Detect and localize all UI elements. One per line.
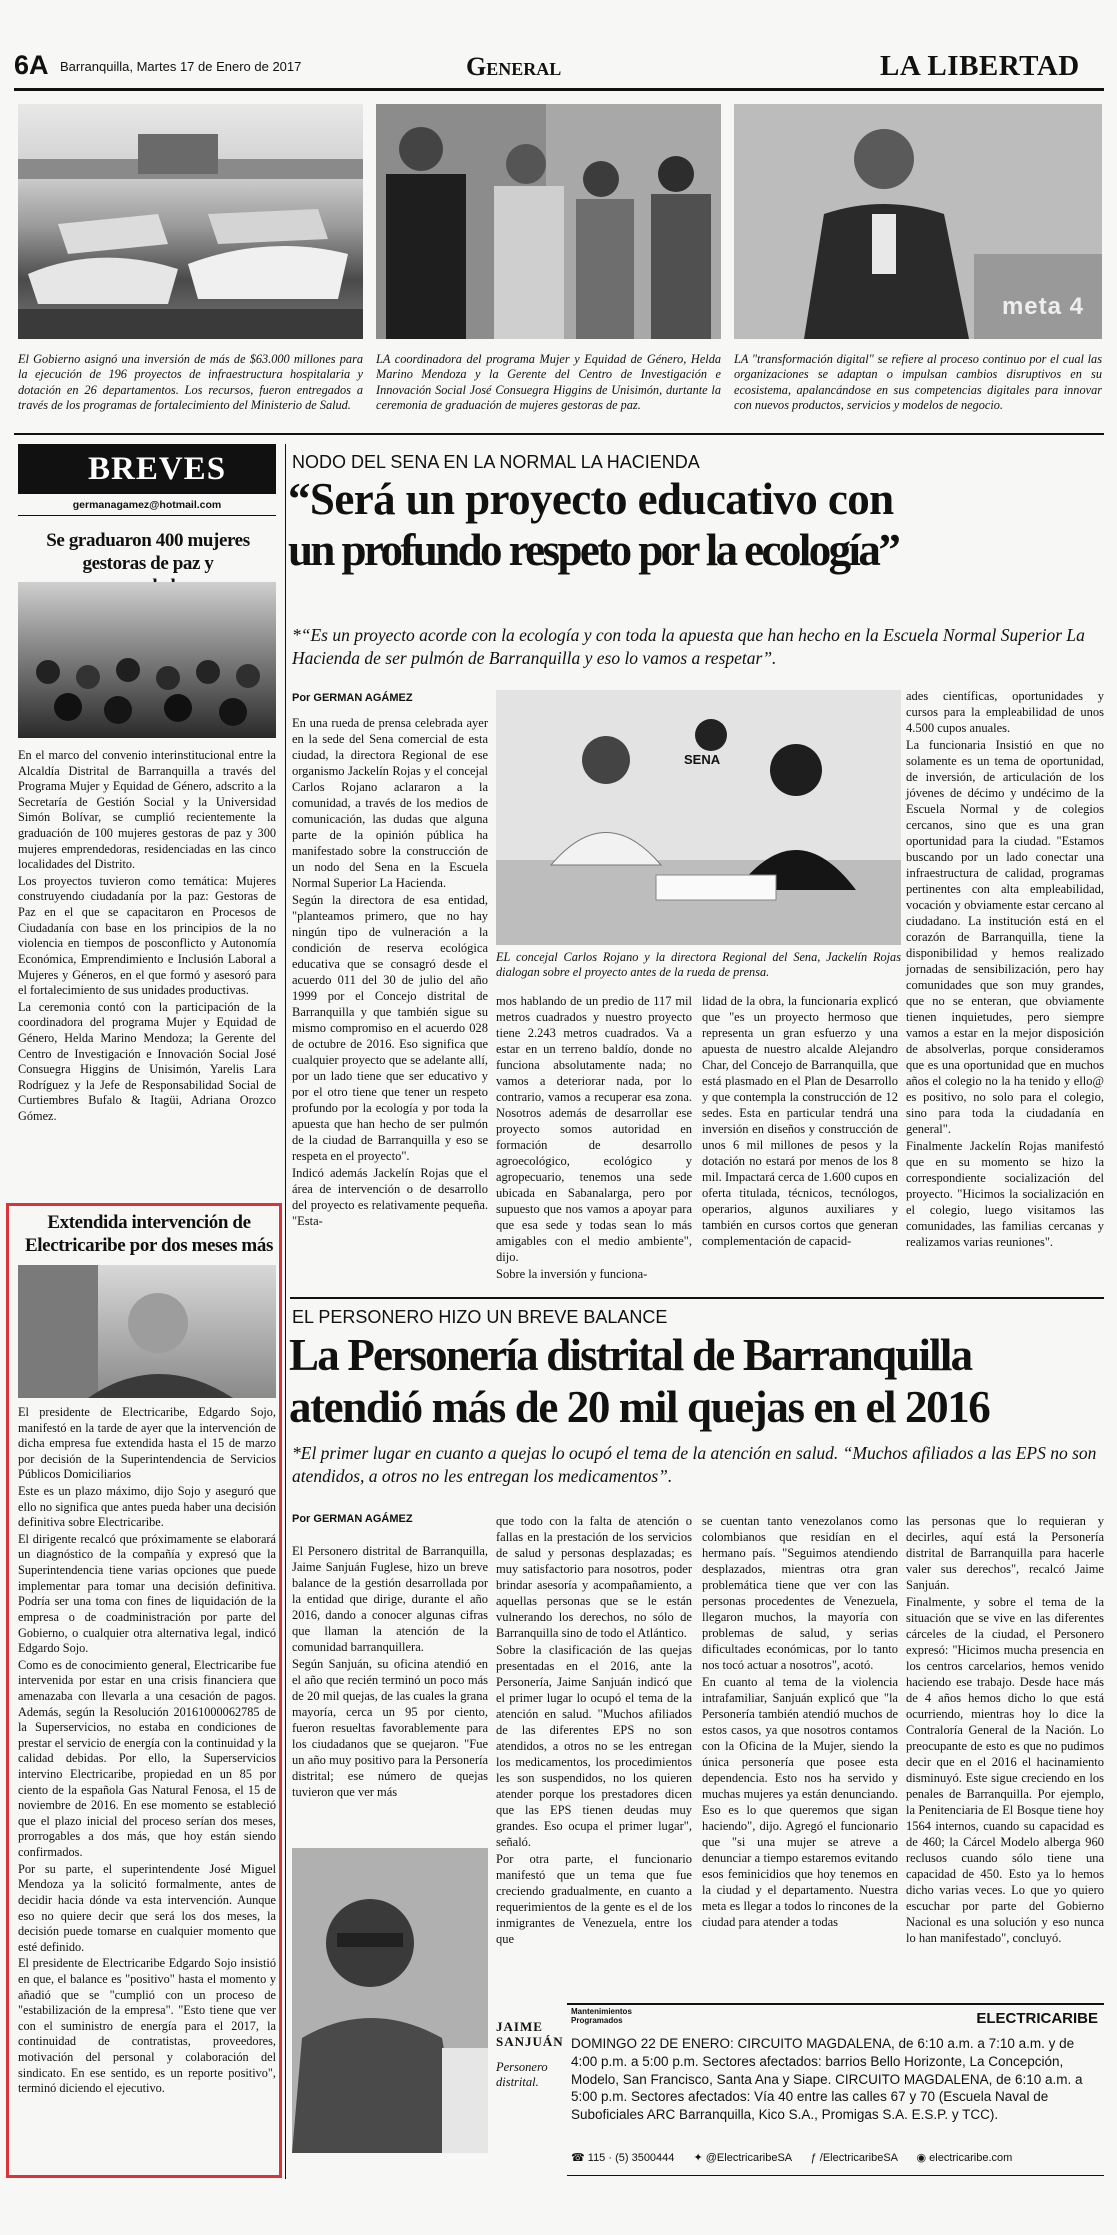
breves-email: germanagamez@hotmail.com — [72, 499, 222, 511]
portrait-illustration — [292, 1848, 488, 2153]
meeting-illustration — [496, 690, 901, 945]
ad-phone: 115 · (5) 3500444 — [587, 2152, 675, 2164]
section-name: General — [466, 52, 562, 81]
art1-para: lidad de la obra, la funcionaria explicó que "es un proyecto hermoso que representa un gran esfuerzo y una apuesta de nuestro alcalde Alejandro Char, del Concejo de Barranquilla, que está plasmado en el Plan de Desarrollo y que contempla la construcción de 12 sedes. Esta en particular tendrá una inversión en diseños y construcción de unos 6 mil millones de pesos y la dotación no estará por menos de los 8 mil. Impactará cerca de 1.600 cupos en oferta titulada, técnicos, tecnólogos, operarios, algunos auxiliares y también en cursos cortos que generan complementación de capacid- — [702, 994, 898, 1248]
art1-col4 — [906, 688, 1104, 1251]
portrait-illustration — [18, 1265, 276, 1398]
top-photo-boats — [18, 104, 363, 339]
art1-para: La funcionaria Insistió en que no solamente es un tema de oportunidad, de inversión, de articulación de los jóvenes de décimo y undécimo de la Escuela Normal y de colegios cercanos, sino que es una gran oportunidad para la ciudad. "Estamos buscando por un lado conectar una infraestructura de calidad, programas pertinentes con alta empleabilidad, vocación y obviamente estar cercano al ciudadano. La institución está en el corazón de Barranquilla, tiene la disponibilidad y hemos realizado jornadas de sensibilización, pero hay comunidades que son muy grandes, que no se enteran, que obviamente tienen inquietudes, pero siempre vamos a estar en la mejor disposición de absolverlas, porque consideramos que es una oportunidad que en muchos años el colegio no la ha tenido y ello@ es positivo, no solo para el colegio, sino para toda la ciudadanía en general". — [906, 738, 1104, 1136]
art2-para: En cuanto al tema de la violencia intrafamiliar, Sanjuán explicó que "la Personería también atendió muchos de estos casos, ya que nosotros contamos con la Oficina de la Mujer, siendo la única personería que posee esta dependencia. Esto nos ha servido y muchas mujeres ya están denunciando. Eso es lo que queremos que sigan haciendo", dijo. Agregó el funcionario que "si una mujer se atreve a denunciar a tiempo estaremos evitando esos feminicidios que hoy tenemos en la ciudad y el departamento. Nuestra meta es llegar a todos lo rincones de la ciudad para atender a todas — [702, 1675, 898, 1929]
ad-twitter: @ElectricaribeSA — [705, 2152, 792, 2164]
art1-para: Según la directora de esa entidad, "planteamos primero, que no hay ningún tipo de vulneración a la condición de reserva ecológica educativa que se consagró desde el acuerdo 011 del 30 de julio del año 1999 por el Concejo distrital de Barranquilla y que también sigue su mismo compromiso en el acuerdo 028 de octubre de 2016. Eso significa que cualquier proyecto que se adelante allí, por un lado tiene que ser educativo y por el otro tiene que tener un respeto profundo por la ecología y por toda la apuesta que han hecho de ser pulmón de la ciudad de Barranquilla y eso se respeta en el proyecto". — [292, 893, 488, 1163]
story2-para: El dirigente recalcó que próximamente se elaborará un diagnóstico de la compañía y expresó que la Superintendencia tiene varias opciones que puede implementar para tomar una decisión definitiva. Podría ser una toma con fines de liquidación de la empresa o de coadministración por parte del Gobierno, o cualquier otra alternativa legal, indicó Edgardo Sojo. — [18, 1531, 276, 1656]
story2-para: Por su parte, el superintendente José Miguel Mendoza ya la solicitó formalmente, antes de decidir hacia dónde va esta intervención. Aunque eso no quiere decir que será los dos meses, la decisión puede tomarse en cualquier momento que esté definido. — [18, 1861, 276, 1954]
article-divider — [290, 1297, 1104, 1299]
art2-para: las personas que lo requieran y decirles, aquí está la Personería distrital de Barranquilla para hacerle valer sus derechos", recalcó Jaime Sanjuán. — [906, 1514, 1104, 1592]
art2-para: que todo con la falta de atención o fallas en la prestación de los servicios de salud y personas desplazadas; es muy satisfactorio para nosotros, poder brindar asesoría y acompañamiento, a aquellas personas que se le están vulnerando los derechos, no sólo de Barranquilla sino de todo el Atlántico. — [496, 1514, 692, 1640]
art2-col2 — [496, 1513, 692, 1948]
art1-col2 — [496, 993, 692, 1283]
art2-photo-caption-role: Personero distrital. — [496, 2060, 548, 2089]
art1-para: mos hablando de un predio de 117 mil metros cuadrados y nuestro proyecto tiene 2.243 metros cuadrados. Va a estar en un terreno baldío, donde no funciona absolutamente nada; no vamos a deteriorar nada, por lo contrario, vamos a recuperar esa zona. Nosotros además de desarrollar ese proyecto somos autoridad en formación de desarrollo agroecológico, ecológico y agropecuario, tenemos una sede ubicada en Sabanalarga, pero por supuesto que nos vamos a apoyar para que esa sede y todas sean lo más amigables con el medio ambiente", dijo. — [496, 994, 692, 1264]
art1-headline-line1: “Será un proyecto educativo con — [288, 474, 894, 524]
art2-photo-caption-name: JAIME SANJUÁN — [496, 2019, 564, 2049]
breves-banner — [18, 444, 276, 494]
art1-byline: Por GERMAN AGÁMEZ — [292, 692, 413, 704]
art2-para: Sobre la clasificación de las quejas presentadas en el 2016, ante la Personería, Jaime Sanjuán indicó que el primer lugar lo ocupó el tema de la atención en salud. "Muchos afiliados de las diferentes EPS no son atendidos, a otros no se les entregan los medicamentos, los procedimientos les son suspendidos, no los quieren atender porque los prestadores dicen que las EPS tienen deudas muy grandes. Eso ocupa el primer lugar", señaló. — [496, 1643, 692, 1849]
art2-kicker: EL PERSONERO HIZO UN BREVE BALANCE — [292, 1307, 668, 1327]
art1-headline-line2: un profundo respeto por la ecología” — [288, 525, 899, 575]
twitter-icon: ✦ — [693, 2152, 706, 2164]
ad-footer — [571, 2151, 1099, 2164]
art2-col3 — [702, 1513, 898, 1931]
art2-para: se cuentan tanto venezolanos como colombianos que residían en el hermano país. "Seguimos atendiendo desplazados, mientras otra gran problemática tiene que ver con las personas procedentes de Venezuela, llegaron muchos, la mayoría con problemas de salud, y serias dificultades económicas, por lo tanto nos tocó actuar a nosotros", acotó. — [702, 1514, 898, 1672]
web-icon: ◉ — [916, 2152, 930, 2164]
art2-para: Según Sanjuán, su oficina atendió en el año que recién terminó un poco más de 20 mil quejas, de las cuales la grana mayoría, cerca un 95 por ciento, fueron resueltas favorablemente para los ciudadanos que se quejaron. "Fue un año muy positivo para la Personería distrital; ese número de quejas tuvieron que ver más — [292, 1657, 488, 1799]
header-rule — [14, 88, 1104, 91]
art2-headline-line2: atendió más de 20 mil quejas en el 2016 — [289, 1382, 990, 1432]
art2-byline: Por GERMAN AGÁMEZ — [292, 1513, 413, 1525]
top-photo-ceremony — [376, 104, 721, 339]
facebook-icon: ƒ — [810, 2152, 820, 2164]
boats-illustration — [18, 104, 363, 339]
art1-para: Sobre la inversión y funciona- — [496, 1267, 648, 1281]
electricaribe-ad — [567, 2003, 1104, 2176]
story1-body — [18, 748, 276, 1126]
art1-photo — [496, 690, 901, 945]
story1-photo — [18, 582, 276, 738]
ad-brand: ELECTRICARIBE — [976, 2010, 1098, 2027]
story1-para: Los proyectos tuvieron como temática: Mujeres construyendo ciudadanía por la paz: Gestoras de Paz en el que se capacitaron en Procesos de Ciudadanía con base en los principios de la no violencia en tiempos de posconflicto y Autonomía Económica, Emprendimiento e Inclusión Laboral a Mujeres y Géneros, en el que formó y asesoró para el fortalecimiento de sus unidades productivas. — [18, 873, 276, 998]
art1-col3 — [702, 993, 898, 1250]
art1-para: En una rueda de prensa celebrada ayer en la sede del Sena comercial de esta ciudad, la directora Regional de ese organismo Jackelín Rojas y el concejal Carlos Rojano aclararon a la comunidad, a través de los medios de comunicación, las dudas que alguna parte de la opinión pública ha manifestado sobre la construcción de un nodo del Sena en la Escuela Normal Superior La Hacienda. — [292, 716, 488, 890]
art2-col1 — [292, 1543, 488, 1801]
column-divider — [285, 444, 286, 2179]
breves-title: BREVES — [88, 451, 227, 487]
ad-facebook: /ElectricaribeSA — [819, 2152, 898, 2164]
top-rule — [14, 433, 1104, 435]
art1-col1 — [292, 715, 488, 1230]
art1-para: ades científicas, oportunidades y cursos para la empleabilidad de unos 4.500 cupos anuales. — [906, 689, 1104, 735]
art1-para: Finalmente Jackelín Rojas manifestó que en su momento se hizo la correspondiente socialización del proyecto. "Hicimos la socialización en el colegio, luego visitamos las comunidades, las familias cercanas y realizamos varias reuniones". — [906, 1139, 1104, 1249]
ad-web: electricaribe.com — [929, 2152, 1013, 2164]
sena-logo: SENA — [684, 752, 721, 767]
audience-illustration — [18, 582, 276, 738]
art2-col4 — [906, 1513, 1104, 1947]
story2-para: El presidente de Electricaribe, Edgardo Sojo, manifestó en la tarde de ayer que la intervención de dicha empresa fue extendida hasta el 15 de marzo por decisión de la Superintendencia de Servicios Públicos Domiciliarios — [18, 1405, 276, 1482]
art1-para: Indicó además Jackelín Rojas que el área de intervención o de desarrollo del proyecto es relativamente pequeña. "Esta- — [292, 1166, 488, 1228]
story2-para: El presidente de Electricaribe Edgardo Sojo insistió en que, el balance es "positivo" hasta el momento y añadió que se "cumplió con un proceso de "estabilización de la empresa". "Esto tiene que ver con el suministro de energía para el 2017, la continuidad de contratistas, proveedores, motivación del personal y colaboración del sindicato. En ese sentido, es un reporte positivo", terminó diciendo el ejecutivo. — [18, 1956, 276, 2096]
story1-para: La ceremonia contó con la participación de la coordinadora del programa Mujer y Equidad de Género, Helda Marino Mendoza; la Gerente del Centro de Investigación e Innovación Social José Consuegra Higgins de Unisimón, Yarelis Lara Rodríguez y la Jefe de Responsabilidad Social de Curtiembres Bufalo & Itagüi, Adriana Orozco Gómez. — [18, 999, 276, 1124]
top-caption-2: LA coordinadora del programa Mujer y Equidad de Género, Helda Marino Mendoza y la Gerente del Centro de Investigación e Innovación Social José Consuegra Higgins de Unisimón, durtante la ceremonia de graduación de mujeres gestoras de paz. — [376, 352, 721, 413]
top-caption-3: LA "transformación digital" se refiere al proceso continuo por el cual las organizaciones se adaptan o impulsan cambios disruptivos en su ecosistema, apalancándose en sus competencias digitales para innovar con nuevos productos, servicios y modelos de negocio. — [734, 352, 1102, 413]
breves-rule — [18, 515, 276, 516]
ad-label-small: Mantenimientos Programados — [571, 2007, 632, 2025]
dateline: Barranquilla, Martes 17 de Enero de 2017 — [60, 59, 302, 74]
art1-deck: *“Es un proyecto acorde con la ecología y con toda la apuesta que han hecho en la Escuela Normal Superior La Hacienda de ser pulmón de Barranquilla y eso lo vamos a respetar”. — [292, 625, 1085, 668]
art2-photo-sanjuan — [292, 1848, 488, 2153]
art2-para: Finalmente, y sobre el tema de la situación que se vive en las diferentes cárceles de la ciudad, el Personero expresó: "Hicimos mucha presencia en los centros carcelarios, hemos venido haciendo ese trabajo. Desde hace más de 4 años hemos dicho lo que está ocurriendo, mientras hoy lo dice la Contraloría General de la Nación. Lo preocupante de esto es que no pudimos decir que en el 2016 el hacinamiento disminuyó. Este sigue creciendo en los penales de Barranquilla. Por ejemplo, la Penitenciaria de El Bosque tiene hoy 1564 internos, cuando su capacidad es de 460; la Cárcel Modelo alberga 960 reclusos cuando sólo tiene una capacidad de 450. Esto ya lo hemos dicho varias veces. Lo que yo quiero escuchar por parte del Gobierno Nacional es una solución y eso nunca lo han manifestado", concluyó. — [906, 1595, 1104, 1945]
top-caption-1: El Gobierno asignó una inversión de más de $63.000 millones para la ejecución de 196 proyectos de infraestructura hospitalaria y dotación en 26 departamentos. Los recursos, fueron entregados a través de los programas de fortalecimiento del Ministerio de Salud. — [18, 352, 363, 413]
art2-para: El Personero distrital de Barranquilla, Jaime Sanjuán Fuglese, hizo un breve balance de la gestión desarrollada por la entidad que dirige, durante el año 2016, dando a conocer algunas cifras que llaman la atención de la comunidad barranquillera. — [292, 1544, 488, 1654]
art1-kicker: NODO DEL SENA EN LA NORMAL LA HACIENDA — [292, 452, 700, 472]
ceremony-illustration — [376, 104, 721, 339]
phone-icon: ☎ — [571, 2152, 588, 2164]
top-photo-speaker — [734, 104, 1102, 339]
story1-title: Se graduaron 400 mujeres gestoras de paz y — [46, 530, 250, 574]
art1-photo-caption: EL concejal Carlos Rojano y la directora Regional del Sena, Jackelín Rojas dialogan sobre el proyecto antes de la rueda de prensa. — [496, 950, 901, 980]
ad-text: DOMINGO 22 DE ENERO: CIRCUITO MAGDALENA, de 6:10 a.m. a 7:10 a.m. y de 4:00 p.m. a 5:00 p.m. Sectores afectados: barrios Bello Horizonte, La Concepción, Modelo, San Francisco, Santa Ana y Siape. CIRCUITO MAGDALENA, de 6:10 a.m. a 5:00 p.m. Sectores afectados: Vía 40 entre las calles 67 y 70 (Escuela Naval de Suboficiales ARC Barranquilla, Kico S.A., Promigas S.A. E.S.P. y TCC). — [571, 2036, 1083, 2123]
masthead: LA LIBERTAD — [880, 50, 1080, 82]
story2-title: Extendida intervención de Electricaribe por dos meses más — [25, 1212, 273, 1256]
story2-para: Como es de conocimiento general, Electricaribe fue intervenida por estar en una crisis financiera que amenazaba con llevarla a una cesación de pagos. Además, según la Resolución 20161000062785 de la Superservicios, no estaba en condiciones de prestar el servicio de energía con la continuidad y la calidad debidas. Por ello, la Superservicios intervino Electricaribe, propiedad en un 85 por ciento de la española Gas Natural Fenosa, el 15 de noviembre de 2016. En ese momento se estableció que el plazo inicial del proceso serían dos meses, prorrogables a dos más, que hoy están siendo confirmados. — [18, 1657, 276, 1860]
story2-body — [18, 1405, 276, 2098]
story2-para: Este es un plazo máximo, dijo Sojo y aseguró que ello no significa que antes pueda haber una decisión definitiva sobre Electricaribe. — [18, 1484, 276, 1530]
art2-para: Por otra parte, el funcionario manifestó que un tema que fue creciendo gradualmente, en cuanto a requerimientos de la gente es el de los inmigrantes de Venezuela, entre los que — [496, 1852, 692, 1946]
story1-para: En el marco del convenio interinstitucional entre la Alcaldía Distrital de Barranquilla a través del Programa Mujer y Equidad de Género, adscrito a la Secretaría de Gestión Social y la Universidad Simón Bolívar, se cumplió recientemente la graduación de 100 mujeres gestoras de paz y 300 mujeres emprendedoras, residenciadas en las cinco localidades del Distrito. — [18, 748, 276, 872]
page-number: 6A — [14, 50, 49, 80]
photo-watermark: meta 4 — [1001, 293, 1084, 320]
story2-photo-sojo — [18, 1265, 276, 1398]
art2-deck: *El primer lugar en cuanto a quejas lo ocupó el tema de la atención en salud. “Muchos afiliados a las EPS no son atendidos, a otros no les entregan los medicamentos”. — [292, 1443, 1097, 1486]
art2-headline-line1: La Personería distrital de Barranquilla — [289, 1330, 972, 1380]
